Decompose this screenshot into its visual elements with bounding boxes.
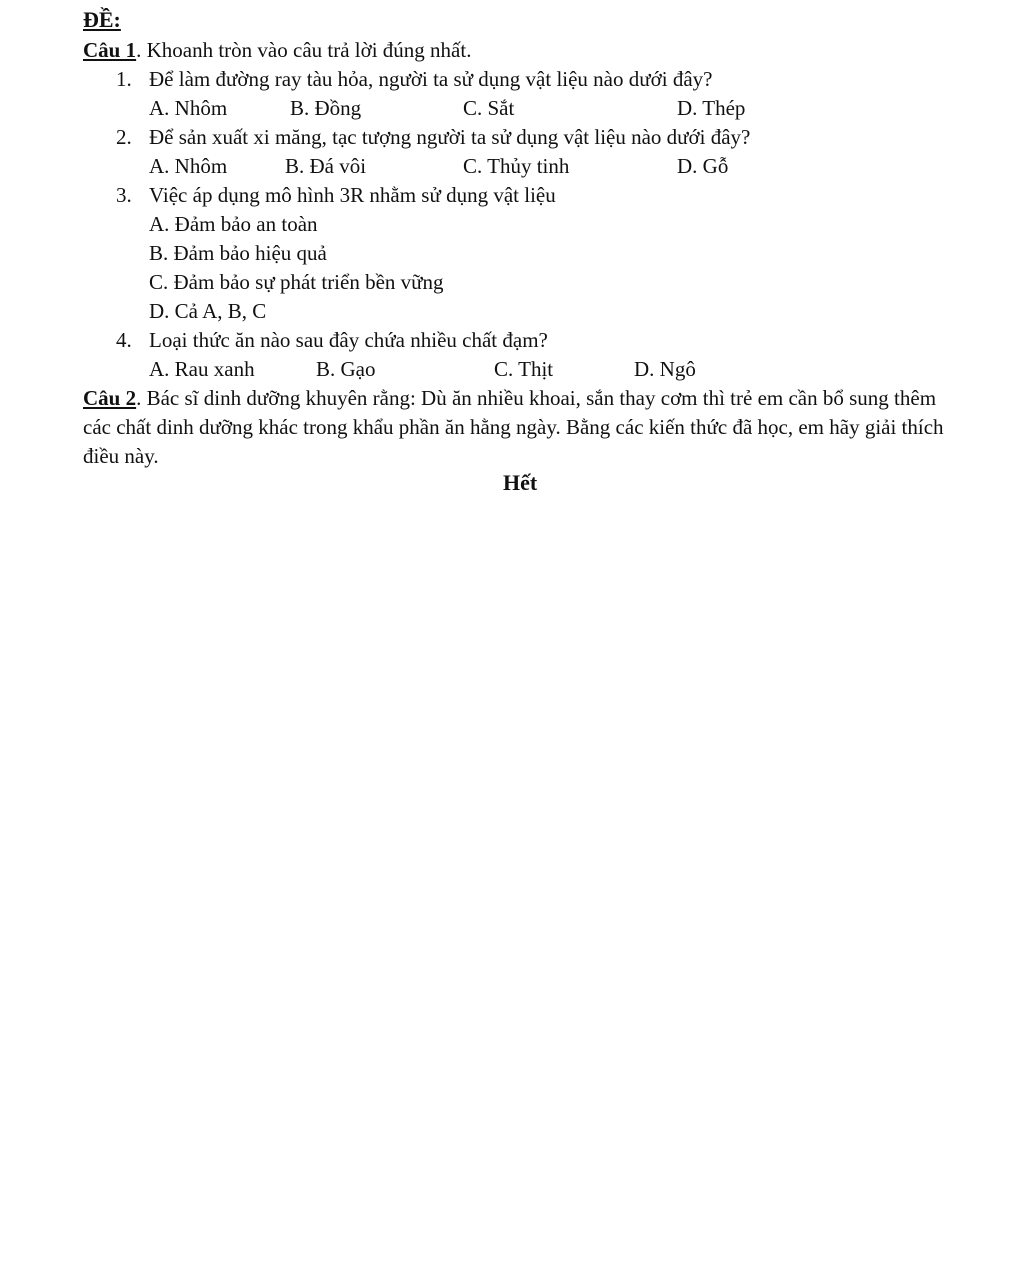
item-1-text: Để làm đường ray tàu hỏa, người ta sử dụng vật liệu nào dưới đây?	[149, 67, 713, 91]
item-3	[116, 181, 556, 209]
question-2	[83, 384, 963, 471]
item-2-option-d: D. Gỗ	[677, 154, 729, 178]
question-1-label: Câu 1	[83, 38, 137, 62]
question-1-title	[83, 36, 471, 64]
item-1	[116, 65, 712, 93]
item-4-option-c: C. Thịt	[494, 357, 554, 381]
item-4-text: Loại thức ăn nào sau đây chứa nhiều chất đạm?	[149, 328, 548, 352]
item-4-option-a: A. Rau xanh	[149, 357, 255, 381]
item-1-option-d: D. Thép	[677, 96, 746, 120]
item-2-option-b: B. Đá vôi	[285, 154, 367, 178]
item-2-option-a: A. Nhôm	[149, 154, 228, 178]
question-2-text: . Bác sĩ dinh dưỡng khuyên rằng: Dù ăn nhiều khoai, sắn thay cơm thì trẻ em cần bổ sung thêm các chất dinh dưỡng khác trong khẩu phần ăn hằng ngày. Bằng các kiến thức đã học, em hãy giải thích điều này.	[83, 386, 944, 468]
item-4	[116, 326, 548, 354]
item-3-option-b: B. Đảm bảo hiệu quả	[149, 241, 327, 265]
item-4-option-d: D. Ngô	[634, 357, 696, 381]
item-4-number: 4.	[116, 328, 132, 352]
item-2	[116, 123, 750, 151]
item-4-option-b: B. Gạo	[316, 357, 376, 381]
item-2-text: Để sản xuất xi măng, tạc tượng người ta sử dụng vật liệu nào dưới đây?	[149, 125, 751, 149]
item-3-number: 3.	[116, 183, 132, 207]
item-2-number: 2.	[116, 125, 132, 149]
item-3-option-c: C. Đảm bảo sự phát triển bền vững	[149, 270, 444, 294]
item-2-option-c: C. Thủy tinh	[463, 154, 570, 178]
question-2-label: Câu 2	[83, 386, 137, 410]
end-marker: Hết	[503, 470, 538, 495]
question-1-instruction: . Khoanh tròn vào câu trả lời đúng nhất.	[136, 38, 472, 62]
item-1-number: 1.	[116, 67, 132, 91]
item-3-option-a: A. Đảm bảo an toàn	[149, 212, 318, 236]
item-3-option-d: D. Cả A, B, C	[149, 299, 267, 323]
item-3-text: Việc áp dụng mô hình 3R nhằm sử dụng vật liệu	[149, 183, 556, 207]
item-1-option-b: B. Đồng	[290, 96, 362, 120]
exam-heading: ĐỀ:	[83, 7, 121, 32]
item-1-option-c: C. Sắt	[463, 96, 515, 120]
item-1-option-a: A. Nhôm	[149, 96, 228, 120]
